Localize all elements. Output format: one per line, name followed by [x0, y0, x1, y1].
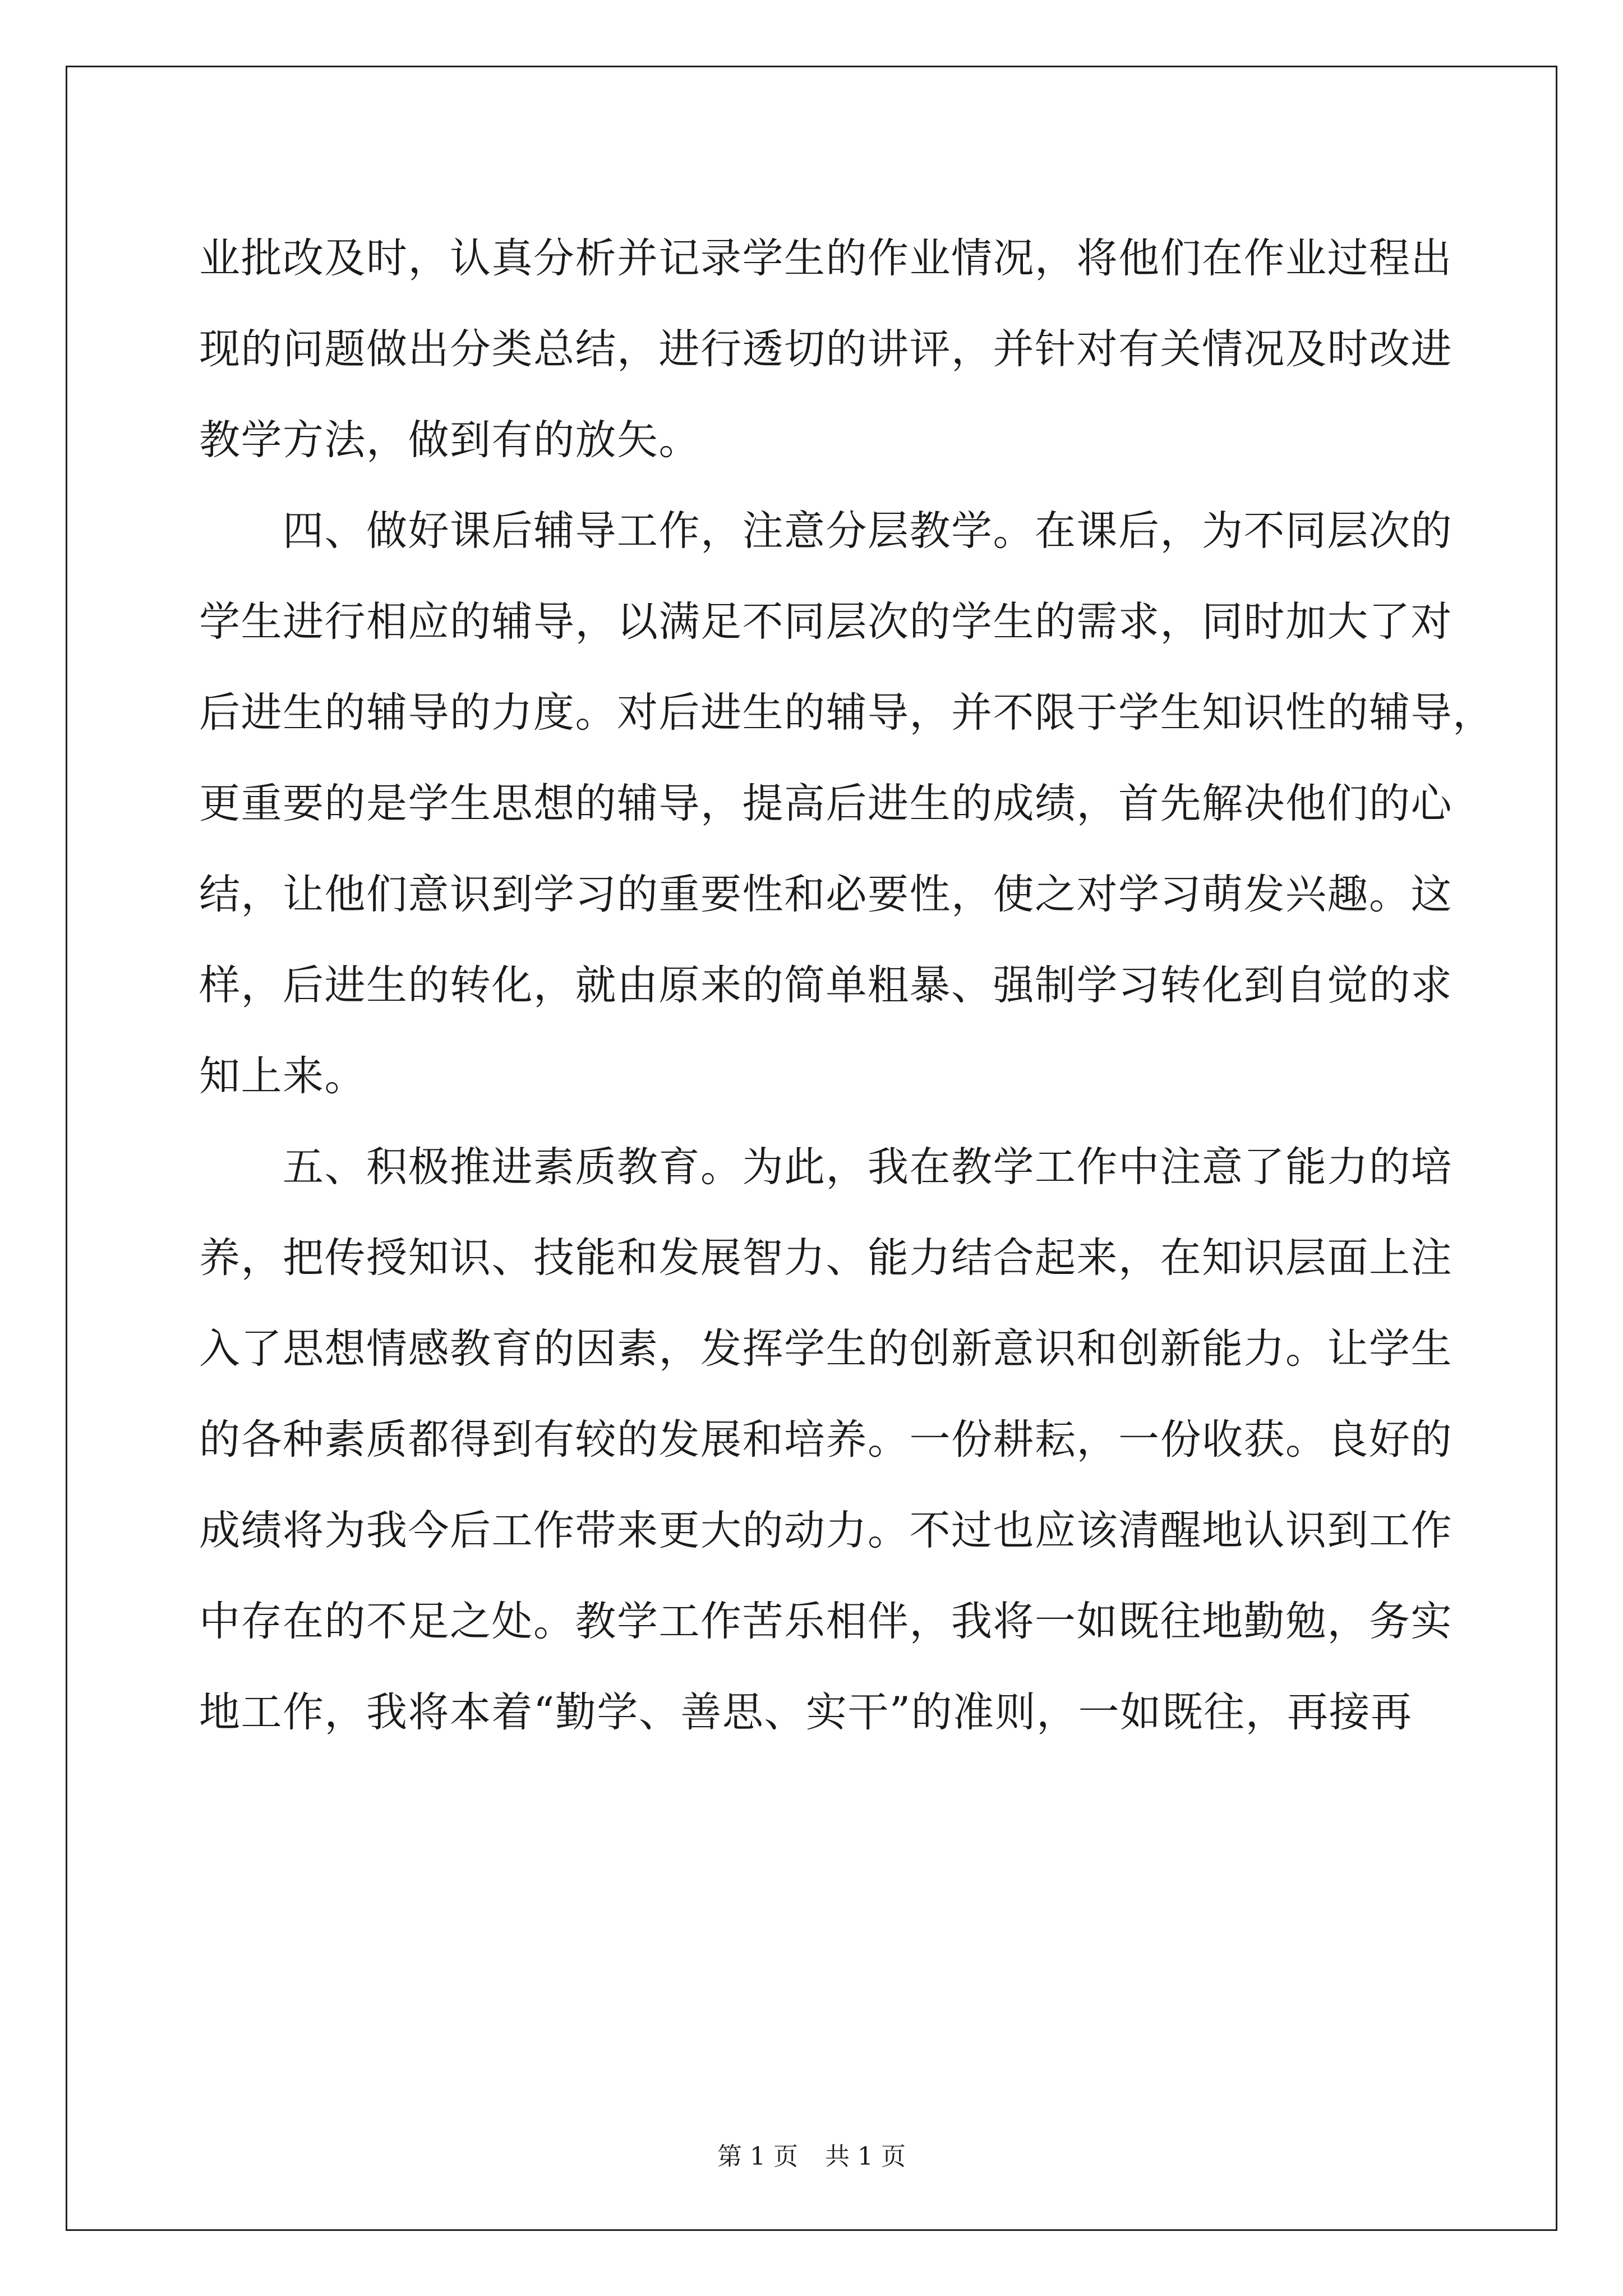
text-line: 现的问题做出分类总结，进行透切的讲评，并针对有关情况及时改进 — [199, 325, 1453, 373]
text-line: 地工作，我将本着“勤学、善思、实干”的准则，一如既往，再接再 — [199, 1688, 1413, 1736]
text-line: 知上来。 — [199, 1052, 366, 1100]
document-body — [199, 213, 1495, 1758]
text-line: 五、积极推进素质教育。为此，我在教学工作中注意了能力的培 — [199, 1143, 1453, 1191]
page-footer — [0, 2140, 1623, 2174]
page-number: 第 1 页 — [717, 2142, 798, 2171]
text-line: 养，把传授知识、技能和发展智力、能力结合起来，在知识层面上注 — [199, 1234, 1453, 1282]
text-line: 结，让他们意识到学习的重要性和必要性，使之对学习萌发兴趣。这 — [199, 871, 1453, 918]
text-line: 学生进行相应的辅导，以满足不同层次的学生的需求，同时加大了对 — [199, 598, 1453, 646]
text-line: 的各种素质都得到有较的发展和培养。一份耕耘，一份收获。良好的 — [199, 1416, 1453, 1464]
text-line: 样，后进生的转化，就由原来的简单粗暴、强制学习转化到自觉的求 — [199, 961, 1453, 1009]
text-line: 成绩将为我今后工作带来更大的动力。不过也应该清醒地认识到工作 — [199, 1507, 1453, 1554]
text-line: 后进生的辅导的力度。对后进生的辅导，并不限于学生知识性的辅导， — [199, 689, 1495, 737]
text-line: 更重要的是学生思想的辅导，提高后进生的成绩，首先解决他们的心 — [199, 780, 1453, 827]
text-line: 教学方法，做到有的放矢。 — [199, 416, 700, 464]
text-line: 四、做好课后辅导工作，注意分层教学。在课后，为不同层次的 — [199, 507, 1453, 555]
text-line: 业批改及时，认真分析并记录学生的作业情况，将他们在作业过程出 — [199, 234, 1453, 282]
text-line: 中存在的不足之处。教学工作苦乐相伴，我将一如既往地勤勉，务实 — [199, 1598, 1453, 1645]
page-total: 共 1 页 — [825, 2142, 906, 2171]
text-line: 入了思想情感教育的因素，发挥学生的创新意识和创新能力。让学生 — [199, 1325, 1453, 1373]
